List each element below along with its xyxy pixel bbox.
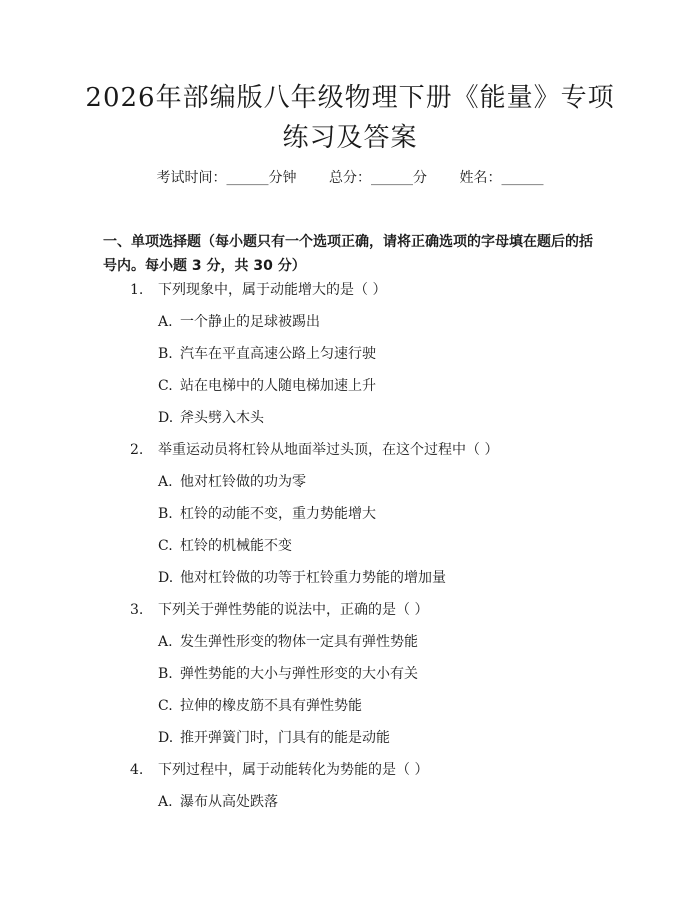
document-title [0, 78, 700, 158]
question-4-option-a [158, 792, 278, 812]
exam-time: 考试时间：______分钟 [156, 170, 297, 186]
question-3-option-b [158, 664, 418, 684]
option-text: 拉伸的橡皮筋不具有弹性势能 [180, 698, 362, 714]
question-1-option-b [158, 344, 376, 364]
option-letter: A. [158, 474, 173, 490]
option-text: 一个静止的足球被踢出 [180, 314, 320, 330]
question-text: 下列关于弹性势能的说法中，正确的是（ ） [158, 602, 429, 618]
option-text: 瀑布从高处跌落 [180, 794, 278, 810]
option-letter: D. [158, 570, 174, 586]
option-letter: C. [158, 378, 173, 394]
question-text: 下列现象中，属于动能增大的是（ ） [158, 282, 387, 298]
question-1-option-a [158, 312, 320, 332]
question-2 [130, 440, 498, 460]
option-text: 他对杠铃做的功等于杠铃重力势能的增加量 [180, 570, 446, 586]
section-header: 一、单项选择题（每小题只有一个选项正确，请将正确选项的字母填在题后的括号内。每小题 3 分，共 30 分） [103, 234, 593, 274]
option-letter: D. [158, 730, 174, 746]
option-text: 站在电梯中的人随电梯加速上升 [180, 378, 376, 394]
option-letter: B. [158, 346, 173, 362]
option-letter: A. [158, 794, 173, 810]
title-line-2: 练习及答案 [282, 123, 418, 153]
option-letter: A. [158, 314, 173, 330]
option-text: 他对杠铃做的功为零 [180, 474, 306, 490]
question-number: 2. [130, 442, 144, 458]
question-text: 举重运动员将杠铃从地面举过头顶，在这个过程中（ ） [158, 442, 499, 458]
question-3 [130, 600, 428, 620]
option-text: 弹性势能的大小与弹性形变的大小有关 [180, 666, 418, 682]
question-3-option-c [158, 696, 362, 716]
option-text: 发生弹性形变的物体一定具有弹性势能 [180, 634, 418, 650]
title-line-1: 2026年部编版八年级物理下册《能量》专项 [85, 83, 615, 113]
question-1-option-c [158, 376, 376, 396]
question-4 [130, 760, 428, 780]
question-number: 4. [130, 762, 144, 778]
option-letter: A. [158, 634, 173, 650]
option-text: 杠铃的机械能不变 [180, 538, 292, 554]
option-letter: B. [158, 506, 173, 522]
option-text: 汽车在平直高速公路上匀速行驶 [180, 346, 376, 362]
exam-name: 姓名：______ [459, 170, 544, 186]
exam-info [0, 168, 700, 188]
option-letter: C. [158, 538, 173, 554]
question-1 [130, 280, 386, 300]
option-letter: C. [158, 698, 173, 714]
question-3-option-a [158, 632, 418, 652]
question-2-option-c [158, 536, 292, 556]
question-number: 3. [130, 602, 144, 618]
question-number: 1. [130, 282, 144, 298]
option-text: 推开弹簧门时，门具有的能是动能 [180, 730, 390, 746]
option-letter: B. [158, 666, 173, 682]
option-letter: D. [158, 410, 174, 426]
exam-total-score: 总分：______分 [329, 170, 427, 186]
option-text: 杠铃的动能不变，重力势能增大 [180, 506, 376, 522]
question-2-option-d [158, 568, 446, 588]
question-1-option-d [158, 408, 264, 428]
question-3-option-d [158, 728, 390, 748]
question-2-option-b [158, 504, 376, 524]
question-2-option-a [158, 472, 306, 492]
question-text: 下列过程中，属于动能转化为势能的是（ ） [158, 762, 429, 778]
option-text: 斧头劈入木头 [180, 410, 264, 426]
